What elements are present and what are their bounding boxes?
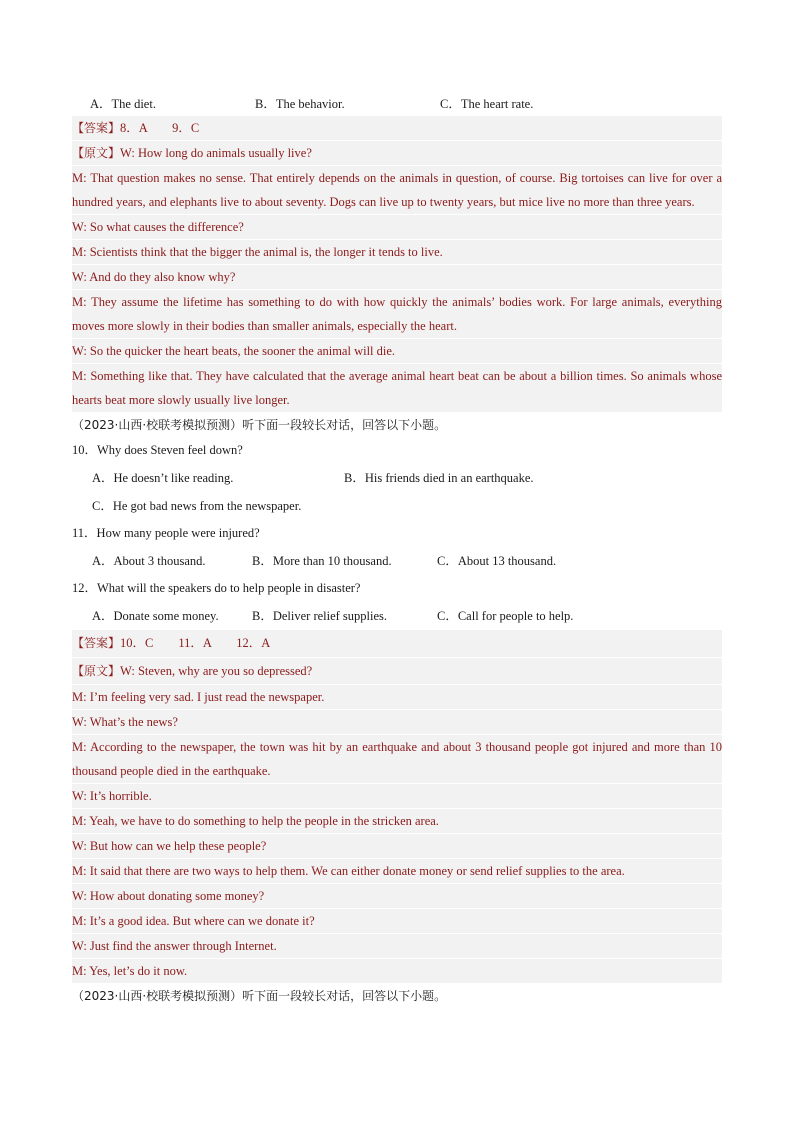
transcript-line: W: How about donating some money? xyxy=(72,884,722,909)
answer-text: 8．A 9．C xyxy=(120,121,200,135)
transcript-line: W: It’s horrible. xyxy=(72,784,722,809)
transcript-line: W: But how can we help these people? xyxy=(72,834,722,859)
section-instruction: （2023·山西·校联考模拟预测）听下面一段较长对话，回答以下小题。 xyxy=(72,418,447,432)
option-c: C．About 13 thousand. xyxy=(437,554,557,568)
option-a: A．The diet. xyxy=(90,97,156,111)
transcript-line: M: Something like that. They have calculated that the average animal heart beat can be about a billion times. So animals whose hearts beat more slowly usually live longer. xyxy=(72,364,722,413)
option-b: B．The behavior. xyxy=(255,97,345,111)
transcript-line: M: It said that there are two ways to help them. We can either donate money or send relief supplies to the area. xyxy=(72,859,722,884)
question-12: 12．What will the speakers do to help people in disaster? xyxy=(72,581,361,595)
answer-line xyxy=(72,630,722,658)
transcript-line: M: Yes, let’s do it now. xyxy=(72,959,722,984)
option-a: A．Donate some money. xyxy=(92,609,219,623)
question-11: 11．How many people were injured? xyxy=(72,526,260,540)
transcript-tag: 【原文】 xyxy=(72,146,121,160)
answer-tag: 【答案】 xyxy=(72,636,121,650)
transcript-line: M: They assume the lifetime has something to do with how quickly the animals’ bodies work. For large animals, everything moves more slowly in their bodies than smaller animals, especially the heart. xyxy=(72,290,722,339)
transcript-line: M: I’m feeling very sad. I just read the newspaper. xyxy=(72,685,722,710)
section-instruction-2: （2023·山西·校联考模拟预测）听下面一段较长对话，回答以下小题。 xyxy=(72,989,447,1003)
transcript-tag: 【原文】 xyxy=(72,664,121,678)
transcript-text: W: Steven, why are you so depressed? xyxy=(120,664,313,678)
transcript-line xyxy=(72,141,722,166)
transcript-line xyxy=(72,658,722,685)
option-a: A．He doesn’t like reading. xyxy=(92,471,234,485)
options-row-9 xyxy=(72,92,722,116)
transcript-line: M: It’s a good idea. But where can we donate it? xyxy=(72,909,722,934)
answer-block-2 xyxy=(72,630,722,984)
answer-line xyxy=(72,116,722,141)
options-row-12 xyxy=(72,602,722,630)
transcript-line: M: Scientists think that the bigger the animal is, the longer it tends to live. xyxy=(72,240,722,265)
transcript-line: W: Just find the answer through Internet. xyxy=(72,934,722,959)
transcript-line: M: Yeah, we have to do something to help the people in the stricken area. xyxy=(72,809,722,834)
option-b: B．Deliver relief supplies. xyxy=(252,609,388,623)
transcript-line: W: And do they also know why? xyxy=(72,265,722,290)
transcript-text: W: How long do animals usually live? xyxy=(120,146,312,160)
option-c: C．The heart rate. xyxy=(440,97,534,111)
transcript-line: W: So the quicker the heart beats, the sooner the animal will die. xyxy=(72,339,722,364)
transcript-line: W: What’s the news? xyxy=(72,710,722,735)
option-c: C．Call for people to help. xyxy=(437,609,574,623)
transcript-line: M: According to the newspaper, the town was hit by an earthquake and about 3 thousand people got injured and more than 10 thousand people died in the earthquake. xyxy=(72,735,722,784)
options-row-10 xyxy=(72,464,722,492)
options-row-10b xyxy=(72,492,722,520)
transcript-line: W: So what causes the difference? xyxy=(72,215,722,240)
option-b: B．More than 10 thousand. xyxy=(252,554,392,568)
answer-block-1 xyxy=(72,116,722,413)
question-10: 10．Why does Steven feel down? xyxy=(72,443,243,457)
option-c: C．He got bad news from the newspaper. xyxy=(92,499,302,513)
option-b: B．His friends died in an earthquake. xyxy=(344,471,534,485)
document-page xyxy=(72,92,722,1008)
answer-text: 10．C 11．A 12．A xyxy=(120,636,271,650)
transcript-line: M: That question makes no sense. That entirely depends on the animals in question, of course. Big tortoises can live for over a hundred years, and elephants live to about seventy. Dogs can live up to twenty years, but mice live no more than three years. xyxy=(72,166,722,215)
options-row-11 xyxy=(72,547,722,575)
option-a: A．About 3 thousand. xyxy=(92,554,206,568)
answer-tag: 【答案】 xyxy=(72,121,121,135)
